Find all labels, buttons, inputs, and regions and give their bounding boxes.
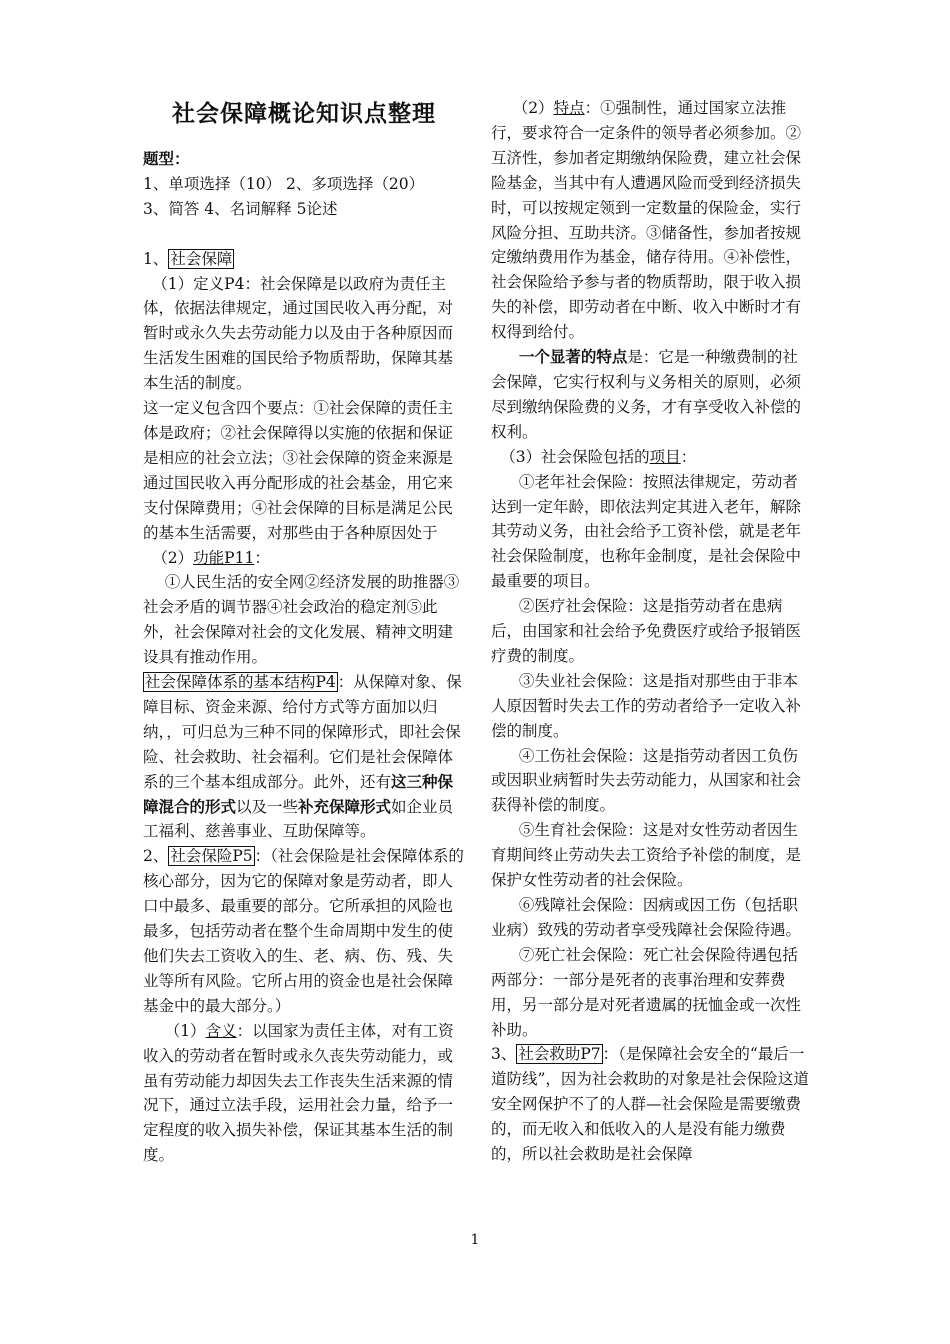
left-column — [143, 96, 465, 1168]
section-2-notable-feature: 一个显著的特点是：它是一种缴费制的社会保障，它实行权利与义务相关的原则，必须尽到缴纳保险费的义务，才有享受收入补偿的权利。 — [491, 347, 802, 441]
boxed-term-social-insurance: 社会保险P5 — [170, 847, 253, 866]
underlined-term-features: 特点 — [553, 99, 585, 117]
insurance-item-work-injury: ④工伤社会保险：这是指劳动者因工负伤或因职业病暂时失去劳动能力，从国家和社会获得补偿的制度。 — [491, 746, 802, 815]
boxed-term-social-security: 社会保障 — [170, 249, 233, 268]
question-types-label: 题型： — [143, 148, 190, 168]
section-2-meaning: （1）含义：以国家为责任主体，对有工资收入的劳动者在暂时或永久丧失劳动能力，或虽有劳动能力却因失去工作丧失生活来源的情况下，通过立法手段，运用社会力量，给予一定程度的收入损失补偿，保证其基本生活的制度。 — [143, 1021, 454, 1165]
question-types-line2: 3、简答 4、名词解释 5论述 — [143, 199, 338, 218]
insurance-item-old-age: ①老年社会保险：按照法律规定，劳动者达到一定年龄，即依法判定其进入老年，解除其劳动义务，由社会给予工资补偿，就是老年社会保险制度，也称年金制度，是社会保险中最重要的项目。 — [491, 472, 802, 591]
section-1-function-heading: （2）功能P11： — [152, 548, 270, 567]
page-number: 1 — [470, 1232, 480, 1248]
spacer — [143, 222, 465, 247]
section-1-function-text: ①人民生活的安全网②经济发展的助推器③社会矛盾的调节器④社会政治的稳定剂⑤此外，社会保障对社会的文化发展、精神文明建设具有推动作用。 — [143, 573, 460, 667]
boxed-term-social-assistance: 社会救助P7 — [518, 1045, 601, 1064]
boxed-term-structure: 社会保障体系的基本结构P4 — [145, 673, 336, 692]
section-2-items-heading: （3）社会保险包括的项目： — [500, 447, 697, 466]
section-1-heading: 1、 社会保障 — [143, 249, 233, 268]
right-column — [491, 96, 813, 1167]
question-types-line1: 题型：1、单项选择（10） 2、多项选择（20） — [143, 148, 425, 193]
underlined-term-meaning: 含义 — [205, 1021, 237, 1040]
insurance-item-maternity: ⑤生育社会保险：这是对女性劳动者因生育期间终止劳动失去工资给予补偿的制度，是保护女性劳动者的社会保险。 — [491, 821, 802, 890]
section-2-heading: 2、 社会保险P5 ：（社会保险是社会保障体系的核心部分，因为它的保障对象是劳动者，即人口中最多、最重要的部分。它所承担的风险也最多，包括劳动者在整个生命周期中发生的使他们失去工资收入的生、老、病、伤、残、失业等所有风险。它所占用的资金也是社会保障基金中的最大部分。） — [143, 847, 464, 1015]
section-1-points: 这一定义包含四个要点：①社会保障的责任主体是政府；②社会保障得以实施的依据和保证是相应的社会立法；③社会保障的资金来源是通过国民收入再分配形成的社会基金，用它来支付保障费用；④社会保障的目标是满足公民的基本生活需要，对那些由于各种原因处于 — [143, 399, 454, 542]
page-title: 社会保障概论知识点整理 — [172, 101, 436, 127]
underlined-term-items: 项目 — [649, 447, 681, 466]
insurance-item-unemployment: ③失业社会保险：这是指对那些由于非本人原因暂时失去工作的劳动者给予一定收入补偿的制度。 — [491, 671, 802, 740]
section-2-features: （2）特点：①强制性，通过国家立法推行，要求符合一定条件的领导者必须参加。②互济性，参加者定期缴纳保险费，建立社会保险基金，当其中有人遭遇风险而受到经济损失时，可以按规定领到一定数量的保险金，实行风险分担、互助共济。③储备性，参加者按规定缴纳费用作为基金，储存待用。④补偿性，社会保险给予参与者的物质帮助，限于收入损失的补偿，即劳动者在中断、收入中断时才有权得到给付。 — [491, 99, 802, 342]
insurance-item-death: ⑦死亡社会保险：死亡社会保险待遇包括两部分：一部分是死者的丧事治理和安葬费用，另一部分是对死者遗属的抚恤金或一次性补助。 — [491, 945, 802, 1039]
section-1-definition: （1）定义P4：社会保障是以政府为责任主体，依据法律规定，通过国民收入再分配，对暂时或永久失去劳动能力以及由于各种原因而生活发生困难的国民给予物质帮助，保障其基本生活的制度。 — [143, 274, 454, 393]
insurance-item-disability: ⑥残障社会保险：因病或因工伤（包括职业病）致残的劳动者享受残障社会保险待遇。 — [491, 896, 802, 939]
insurance-item-medical: ②医疗社会保险：这是指劳动者在患病后，由国家和社会给予免费医疗或给予报销医疗费的制度。 — [491, 597, 802, 665]
section-3-heading: 3、 社会救助P7 ：（是保障社会安全的“最后一道防线”，因为社会救助的对象是社会保险这道安全网保护不了的人群—社会保险是需要缴费的，而无收入和低收入的人是没有能力缴费的，所以社会救助是社会保障 — [491, 1045, 809, 1164]
underlined-term-function: 功能P11 — [193, 548, 255, 567]
section-1-structure: 社会保障体系的基本结构P4 ：从保障对象、保障目标、资金来源、给付方式等方面加以归纳，，可归总为三种不同的保障形式，即社会保险、社会救助、社会福利。它们是社会保障体系的三个基本组成部分。此外，还有这三种保障混合的形式以及一些补充保障形式如企业员工福利、慈善事业、互助保障等。 — [143, 673, 462, 841]
